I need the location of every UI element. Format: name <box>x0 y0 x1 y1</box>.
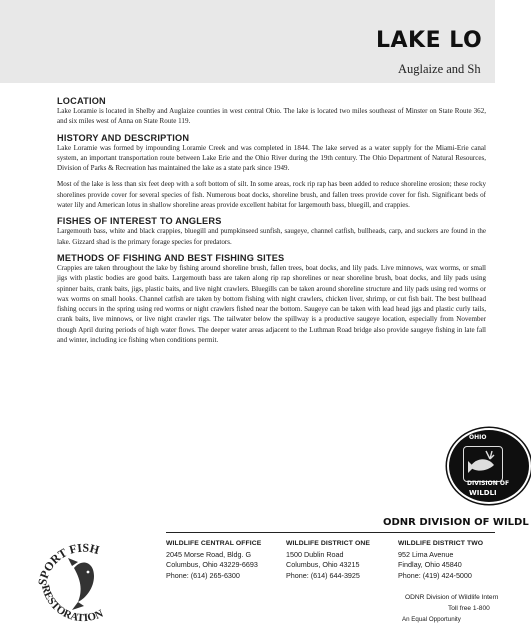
office-phone: Phone: (614) 644-3925 <box>286 570 360 580</box>
office-city: Findlay, Ohio 45840 <box>398 560 462 570</box>
office-city: Columbus, Ohio 43229-6693 <box>166 560 258 570</box>
footer-line-3: An Equal Opportunity <box>402 616 461 623</box>
main-content <box>57 96 486 345</box>
divider <box>166 532 495 533</box>
logo-bottom-text <box>39 584 105 625</box>
division-title: ODNR DIVISION OF WILDL <box>383 517 529 528</box>
footer-line-2: Toll free 1-800 <box>448 605 490 612</box>
office-name: WILDLIFE DISTRICT TWO <box>398 540 484 547</box>
badge-bottom-text: WILDLI <box>469 489 497 497</box>
section-heading-location: LOCATION <box>57 96 106 106</box>
logo-bottom-textpath: RESTORATION <box>38 583 106 625</box>
office-address: 1500 Dublin Road <box>286 549 344 559</box>
office-city: Columbus, Ohio 43215 <box>286 560 360 570</box>
badge-top-text: OHIO <box>469 434 487 441</box>
leaping-fish-icon <box>68 558 94 610</box>
office-address: 2045 Morse Road, Bldg. G <box>166 549 252 559</box>
page-subtitle: Auglaize and Sh <box>398 62 481 76</box>
section-paragraph: Lake Loramie is located in Shelby and Auglaize counties in west central Ohio. The lake is located two miles southeast of Minster on State Route 362, and six miles west of Anna on State Route 119. <box>57 107 486 126</box>
office-address: 952 Lima Avenue <box>398 549 454 559</box>
section-heading-fishes: FISHES OF INTEREST TO ANGLERS <box>57 216 222 227</box>
section-heading-history: HISTORY AND DESCRIPTION <box>57 132 190 143</box>
footer-line-1: ODNR Division of Wildlife Intern <box>405 594 499 601</box>
section-paragraph: Lake Loramie was formed by impounding Loramie Creek and was completed in 1844. The lake served as a water supply for the Miami-Erie canal system, an important transportation route between Lake Erie and the Ohio River during the 19th century. The Ohio Department of Natural Resources, Division of Parks & Recreation has maintained the lake as a state park since 1949. <box>57 143 486 173</box>
logo-top-textpath: SPORT FISH <box>35 540 101 587</box>
office-phone: Phone: (419) 424-5000 <box>398 570 472 580</box>
division-of-wildlife-badge <box>447 428 531 504</box>
section-paragraph: Largemouth bass, white and black crappies, bluegill and pumpkinseed sunfish, saugeye, channel catfish, bullheads, carp, and suckers are found in the lake. Gizzard shad is the primary forage species for predators. <box>57 227 486 246</box>
office-phone: Phone: (614) 265-6300 <box>166 570 240 580</box>
sport-fish-restoration-logo <box>28 528 138 638</box>
section-paragraph: Crappies are taken throughout the lake by fishing around shoreline brush, fallen trees, boat docks, and lily pads. Live minnows, wax worms, or small jigs with plastic bodies are good baits. Largemouth bass are taken along rip rap shorelines or near shoreline brush, boat docks, and lily pads using spinner baits, crank baits, jigs, plastic baits, and live night crawlers. Bluegills can be taken around shoreline structure and lily pads using red worms or wax worms on small hooks. Channel catfish are taken by bottom fishing with night crawlers, chicken liver, shrimp, or cut fish bait. The best bullhead fishing occurs in the spring using red worms or night crawlers fished near the bottom. Saugeye can be taken with lead head jigs and plastic curly tails, crank baits, live minnows, or live night crawler rigs. The tailwater below the spillway is a productive saugeye location, especially from November though April during periods of high water flows. The deeper water areas adjacent to the Luthman Road bridge also provide saugeye fishing in late fall and winter, including ice fishing when conditions permit. <box>57 263 486 345</box>
office-name: WILDLIFE CENTRAL OFFICE <box>166 540 262 547</box>
fish-emblem-svg <box>464 447 502 481</box>
office-central <box>166 539 261 581</box>
fish-emblem-icon <box>463 446 503 482</box>
section-heading-methods: METHODS OF FISHING AND BEST FISHING SITES <box>57 252 285 263</box>
badge-middle-text: DIVISION OF <box>467 480 510 487</box>
section-paragraph: Most of the lake is less than six feet deep with a soft bottom of silt. In some areas, rock rip rap has been added to reduce shoreline erosion; these rocky shorelines provide cover for several species of fish. Numerous boat docks, shoreline brush, and fallen trees provide cover for fish. Significant beds of water lily and American lotus in shallow shoreline areas provide excellent habitat for largemouth bass, bluegill, and crappies. <box>57 180 486 210</box>
office-district-one <box>286 539 370 581</box>
office-name: WILDLIFE DISTRICT ONE <box>286 540 371 547</box>
office-district-two <box>398 539 483 581</box>
page-title: LAKE LO <box>376 28 483 53</box>
